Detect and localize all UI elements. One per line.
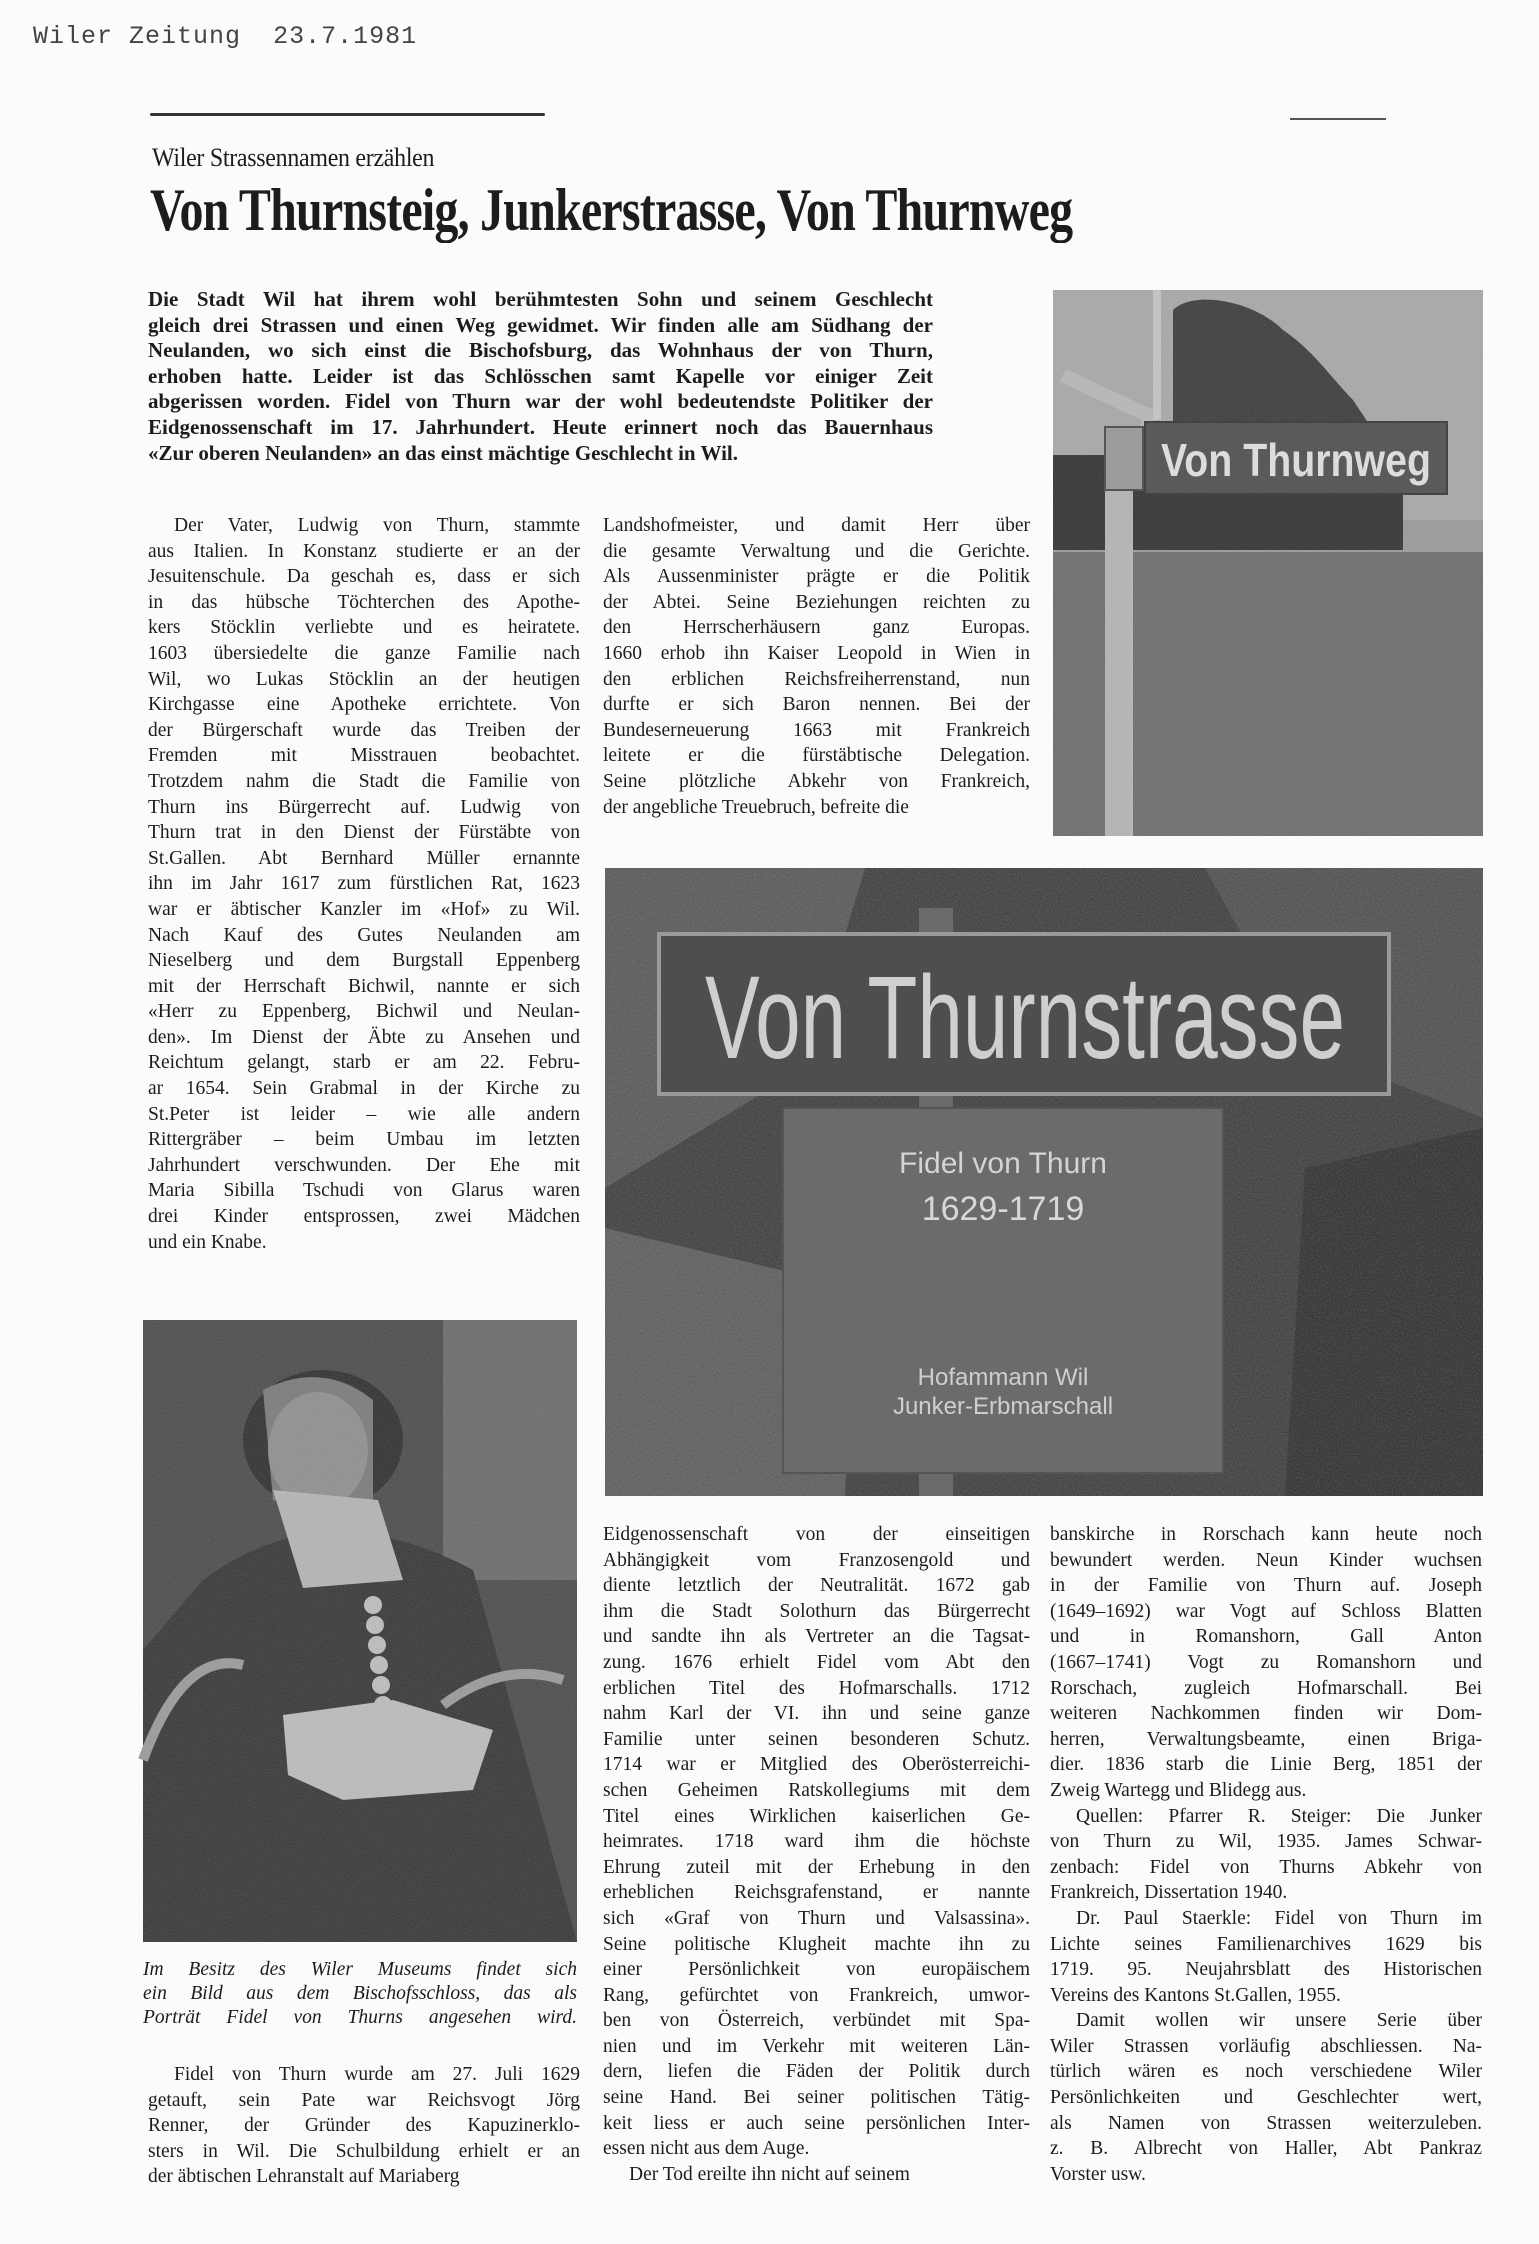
text-line: der äbtischen Lehranstalt auf Mariaberg: [148, 2166, 460, 2188]
text-line: kers Stöcklin verliebte und es heiratete.: [148, 617, 580, 639]
article-column-2-bottom: [603, 1522, 1030, 2187]
text-line: getauft, sein Pate war Reichsvogt Jörg: [148, 2089, 580, 2111]
plaque-name: Fidel von Thurn: [899, 1147, 1107, 1180]
text-line: Rittergräber – beim Umbau im letzten: [148, 1129, 580, 1151]
text-line: seine Hand. Bei seiner politischen Tätig-: [603, 2087, 1030, 2109]
text-line: Nach Kauf des Gutes Neulanden am: [148, 924, 580, 946]
text-line: Der Tod ereilte ihn nicht auf seinem: [629, 2163, 910, 2185]
text-line: Trotzdem nahm die Stadt die Familie von: [148, 770, 580, 792]
text-line: erheblichen Reichsgrafenstand, er nannte: [603, 1882, 1030, 1904]
thurnstrasse-sign-text: Von Thurnstrasse: [705, 952, 1345, 1084]
text-line: Familie unter seinen besonderen Schutz.: [603, 1728, 1030, 1750]
text-line: Der Vater, Ludwig von Thurn, stammte: [174, 515, 580, 536]
text-line: Zweig Wartegg und Blidegg aus.: [1050, 1779, 1307, 1801]
text-line: nien und im Verkehr mit weiteren Län-: [603, 2035, 1030, 2057]
text-line: (1667–1741) Vogt zu Romanshorn und: [1050, 1651, 1482, 1673]
text-line: (1649–1692) war Vogt auf Schloss Blatten: [1050, 1600, 1482, 1622]
text-line: den erblichen Reichsfreiherrenstand, nun: [603, 668, 1030, 690]
text-line: Als Aussenminister prägte er die Politik: [603, 566, 1030, 588]
article-kicker: Wiler Strassennamen erzählen: [152, 143, 435, 172]
text-line: erblichen Titel des Hofmarschalls. 1712: [603, 1677, 1030, 1699]
publication-name: Wiler Zeitung: [33, 22, 242, 51]
text-line: Nieselberg und dem Burgstall Eppenberg: [148, 950, 580, 972]
text-line: sich «Graf von Thurn und Valsassina».: [603, 1907, 1030, 1929]
plaque-title-1: Hofammann Wil: [917, 1364, 1089, 1391]
plaque-title-2: Junker-Erbmarschall: [892, 1393, 1114, 1420]
text-line: Lichte seines Familienarchives 1629 bis: [1050, 1933, 1482, 1955]
text-line: 1719. 95. Neujahrsblatt des Historischen: [1050, 1959, 1482, 1981]
text-line: Dr. Paul Staerkle: Fidel von Thurn im: [1076, 1907, 1482, 1929]
photo-von-thurnstrasse-sign: [605, 868, 1483, 1496]
text-line: «Herr zu Eppenberg, Bichwil und Neulan-: [148, 1001, 580, 1023]
text-line: weiteren Nachkommen finden wir Dom-: [1050, 1703, 1482, 1725]
article-lead: [148, 287, 933, 466]
text-line: z. B. Albrecht von Haller, Abt Pankraz: [1050, 2138, 1482, 2160]
text-line: die gesamte Verwaltung und die Gerichte.: [603, 540, 1030, 562]
text-line: und ein Knabe.: [148, 1231, 267, 1253]
text-line: leitete er die fürstäbtische Delegation.: [603, 745, 1030, 767]
text-line: aus Italien. In Konstanz studierte er an der: [148, 540, 580, 562]
text-line: drei Kinder entsprossen, zwei Mädchen: [148, 1206, 580, 1228]
text-line: Die Stadt Wil hat ihrem wohl berühmtesten Sohn und seinem Geschlecht: [148, 287, 933, 311]
text-line: Jahrhundert verschwunden. Der Ehe mit: [148, 1154, 580, 1176]
text-line: 1714 war er Mitglied des Oberösterreichi-: [603, 1754, 1030, 1776]
street-sign-photo: [1053, 290, 1483, 836]
text-line: Seine politische Klugheit machte ihn zu: [603, 1933, 1030, 1955]
text-line: Rorschach, zugleich Hofmarschall. Bei: [1050, 1677, 1482, 1699]
text-line: ihm die Stadt Solothurn das Bürgerrecht: [603, 1600, 1030, 1622]
text-line: Eidgenossenschaft im 17. Jahrhundert. Heute erinnert noch das Bauernhaus: [148, 414, 933, 439]
street-sign-photo: [605, 868, 1483, 1496]
article-headline: Von Thurnsteig, Junkerstrasse, Von Thurnweg: [150, 177, 1073, 243]
text-line: Vorster usw.: [1050, 2163, 1146, 2185]
text-line: Ehrung zuteil mit der Erhebung in den: [603, 1856, 1030, 1878]
text-line: durfte er sich Baron nennen. Bei der: [603, 694, 1030, 716]
text-line: der Abtei. Seine Beziehungen reichten zu: [603, 591, 1030, 613]
text-line: in der Familie von Thurn auf. Joseph: [1050, 1575, 1482, 1597]
text-line: heimrates. 1718 ward ihm die höchste: [603, 1831, 1030, 1853]
text-line: bewundert werden. Neun Kinder wuchsen: [1050, 1549, 1482, 1571]
text-line: ein Bild aus dem Bischofsschloss, das als: [143, 1983, 577, 2004]
text-line: ar 1654. Sein Grabmal in der Kirche zu: [148, 1078, 580, 1100]
text-line: mit der Herrschaft Bichwil, nannte er sich: [148, 975, 580, 997]
text-line: Rang, gefürchtet von Frankreich, umwor-: [603, 1984, 1030, 2006]
text-line: der angebliche Treuebruch, befreite die: [603, 796, 909, 818]
text-line: Wil, wo Lukas Stöcklin an der heutigen: [148, 668, 580, 690]
article-column-3-bottom: [1050, 1522, 1482, 2187]
text-line: dier. 1836 starb die Linie Berg, 1851 der: [1050, 1754, 1482, 1776]
publication-date: 23.7.1981: [273, 22, 418, 51]
text-line: den». Im Dienst der Äbte zu Ansehen und: [148, 1026, 580, 1048]
text-line: türlich wären es noch verschiedene Wiler: [1050, 2061, 1482, 2083]
text-line: sters in Wil. Die Schulbildung erhielt er an: [148, 2140, 580, 2162]
text-line: diente letztlich der Neutralität. 1672 gab: [603, 1575, 1030, 1597]
text-line: und sandte ihn als Vertreter an die Tagsat-: [603, 1626, 1030, 1648]
text-line: Thurn trat in den Dienst der Fürstäbte von: [148, 822, 580, 844]
text-line: und in Romanshorn, Gall Anton: [1050, 1626, 1482, 1648]
text-line: herren, Verwaltungsbeamte, einen Briga-: [1050, 1728, 1482, 1750]
text-line: den Herrscherhäusern ganz Europas.: [603, 617, 1030, 639]
text-line: erhoben hatte. Leider ist das Schlösschen samt Kapelle vor einiger Zeit: [148, 363, 933, 388]
text-line: ihn im Jahr 1617 zum fürstlichen Rat, 1623: [148, 873, 580, 895]
text-line: Im Besitz des Wiler Museums findet sich: [143, 1959, 577, 1980]
text-line: Wiler Strassen vorläufig abschliessen. Na-: [1050, 2035, 1482, 2057]
text-line: Vereins des Kantons St.Gallen, 1955.: [1050, 1984, 1341, 2006]
text-line: Reichtum gelangt, starb er am 22. Febru-: [148, 1052, 580, 1074]
text-line: in das hübsche Töchterchen des Apothe-: [148, 591, 580, 613]
text-line: St.Peter ist leider – wie alle andern: [148, 1103, 580, 1125]
portrait-caption: [143, 1958, 577, 2030]
text-line: Damit wollen wir unsere Serie über: [1076, 2010, 1482, 2032]
text-line: Fremden mit Misstrauen beobachtet.: [148, 745, 580, 767]
text-line: Renner, der Gründer des Kapuzinerklo-: [148, 2115, 580, 2137]
text-line: Bundeserneuerung 1663 mit Frankreich: [603, 719, 1030, 741]
text-line: von Thurn zu Wil, 1935. James Schwar-: [1050, 1831, 1482, 1853]
text-line: abgerissen worden. Fidel von Thurn war der wohl bedeutendste Politiker der: [148, 389, 933, 414]
text-line: Seine plötzliche Abkehr von Frankreich,: [603, 770, 1030, 792]
text-line: nahm Karl der VI. ihn und seine ganze: [603, 1703, 1030, 1725]
text-line: Eidgenossenschaft von der einseitigen: [603, 1524, 1030, 1545]
text-line: ben von Österreich, verbündet mit Spa-: [603, 2010, 1030, 2032]
rule-divider-right: [1290, 118, 1386, 120]
text-line: schen Geheimen Ratskollegiums mit dem: [603, 1779, 1030, 1801]
text-line: St.Gallen. Abt Bernhard Müller ernannte: [148, 847, 580, 869]
text-line: essen nicht aus dem Auge.: [603, 2138, 810, 2160]
text-line: «Zur oberen Neulanden» an das einst mächtige Geschlecht in Wil.: [148, 440, 738, 465]
text-line: Persönlichkeiten und Geschlechter wert,: [1050, 2087, 1482, 2109]
thurnweg-sign-text: Von Thurnweg: [1161, 434, 1431, 486]
portrait-painting: [143, 1320, 577, 1942]
photo-von-thurnweg-sign: [1053, 290, 1483, 836]
text-line: keit liess er auch seine persönlichen Inter-: [603, 2112, 1030, 2134]
text-line: 1660 erhob ihn Kaiser Leopold in Wien in: [603, 642, 1030, 664]
text-line: als Namen von Strassen weiterzuleben.: [1050, 2112, 1482, 2134]
text-line: 1603 übersiedelte die ganze Familie nach: [148, 642, 580, 664]
text-line: Porträt Fidel von Thurns angesehen wird.: [143, 2007, 577, 2028]
text-line: Landshofmeister, und damit Herr über: [603, 515, 1030, 536]
text-line: Abhängigkeit vom Franzosengold und: [603, 1549, 1030, 1571]
portrait-fidel-von-thurn: [143, 1320, 577, 1942]
text-line: zenbach: Fidel von Thurns Abkehr von: [1050, 1856, 1482, 1878]
text-line: Neulanden, wo sich einst die Bischofsburg, das Wohnhaus der von Thurn,: [148, 338, 933, 363]
article-column-2-top: [603, 513, 1030, 820]
text-line: Quellen: Pfarrer R. Steiger: Die Junker: [1076, 1805, 1482, 1827]
rule-divider-left: [150, 113, 545, 116]
plaque-years: 1629-1719: [921, 1190, 1085, 1228]
text-line: einer Persönlichkeit von europäischem: [603, 1959, 1030, 1981]
text-line: Maria Sibilla Tschudi von Glarus waren: [148, 1180, 580, 1202]
text-line: Thurn ins Bürgerrecht auf. Ludwig von: [148, 796, 580, 818]
text-line: Fidel von Thurn wurde am 27. Juli 1629: [174, 2064, 580, 2085]
text-line: Frankreich, Dissertation 1940.: [1050, 1882, 1288, 1904]
text-line: Kirchgasse eine Apotheke errichtete. Von: [148, 694, 580, 716]
article-column-1-top: [148, 513, 580, 1255]
text-line: zung. 1676 erhielt Fidel vom Abt den: [603, 1651, 1030, 1673]
text-line: banskirche in Rorschach kann heute noch: [1050, 1524, 1482, 1545]
text-line: gleich drei Strassen und einen Weg gewidmet. Wir finden alle am Südhang der: [148, 312, 933, 337]
text-line: dern, liefen die Fäden der Politik durch: [603, 2061, 1030, 2083]
text-line: war er äbtischer Kanzler im «Hof» zu Wil.: [148, 898, 580, 920]
text-line: Titel eines Wirklichen kaiserlichen Ge-: [603, 1805, 1030, 1827]
text-line: Jesuitenschule. Da geschah es, dass er sich: [148, 566, 580, 588]
text-line: der Bürgerschaft wurde das Treiben der: [148, 719, 580, 741]
article-column-1-bottom: [148, 2062, 580, 2190]
publication-header: [33, 22, 417, 51]
